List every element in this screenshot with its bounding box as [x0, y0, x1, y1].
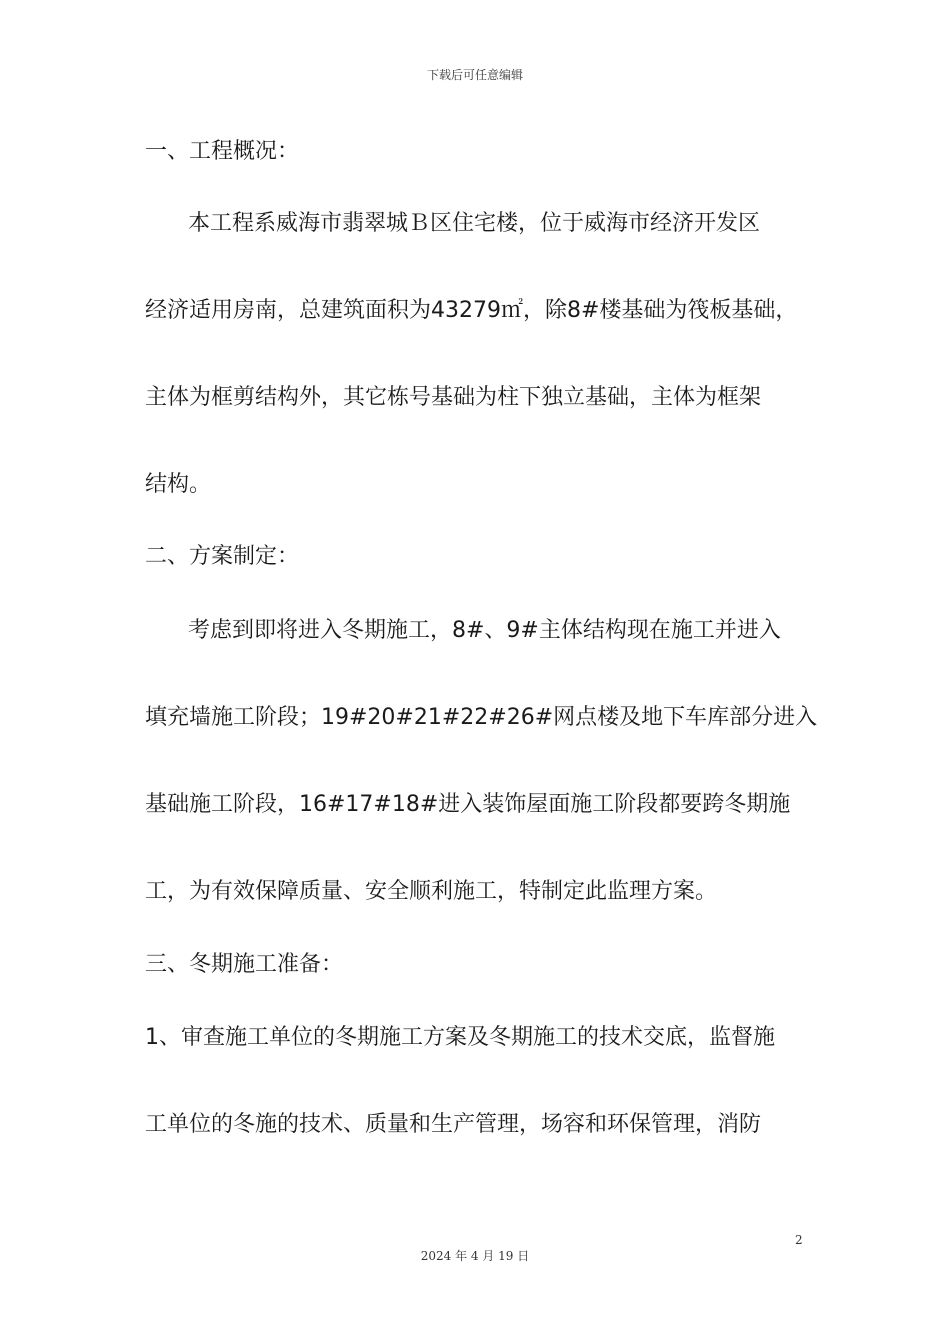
paragraph-line: 工，为有效保障质量、安全顺利施工，特制定此监理方案。 — [145, 879, 718, 904]
paragraph-line: 经济适用房南，总建筑面积为43279㎡，除8#楼基础为筏板基础， — [145, 298, 798, 323]
paragraph-line: 结构。 — [145, 472, 212, 497]
page-number: 2 — [795, 1233, 803, 1247]
section-heading-1: 一、工程概况： — [145, 139, 300, 164]
paragraph-line: 工单位的冬施的技术、质量和生产管理，场容和环保管理，消防 — [145, 1112, 762, 1137]
paragraph-line: 1、审查施工单位的冬期施工方案及冬期施工的技术交底，监督施 — [145, 1025, 775, 1050]
paragraph-line: 基础施工阶段，16#17#18#进入装饰屋面施工阶段都要跨冬期施 — [145, 792, 791, 817]
footer-date: 2024 年 4 月 19 日 — [420, 1249, 530, 1263]
section-heading-3: 三、冬期施工准备： — [145, 952, 344, 977]
paragraph-line: 填充墙施工阶段；19#20#21#22#26#网点楼及地下车库部分进入 — [145, 705, 818, 730]
paragraph-line: 本工程系威海市翡翠城Ｂ区住宅楼，位于威海市经济开发区 — [188, 211, 761, 236]
section-heading-2: 二、方案制定： — [145, 544, 300, 569]
paragraph-line: 考虑到即将进入冬期施工，8#、9#主体结构现在施工并进入 — [188, 618, 781, 643]
page-header: 下载后可任意编辑 — [426, 68, 523, 82]
paragraph-line: 主体为框剪结构外，其它栋号基础为柱下独立基础，主体为框架 — [145, 385, 762, 410]
